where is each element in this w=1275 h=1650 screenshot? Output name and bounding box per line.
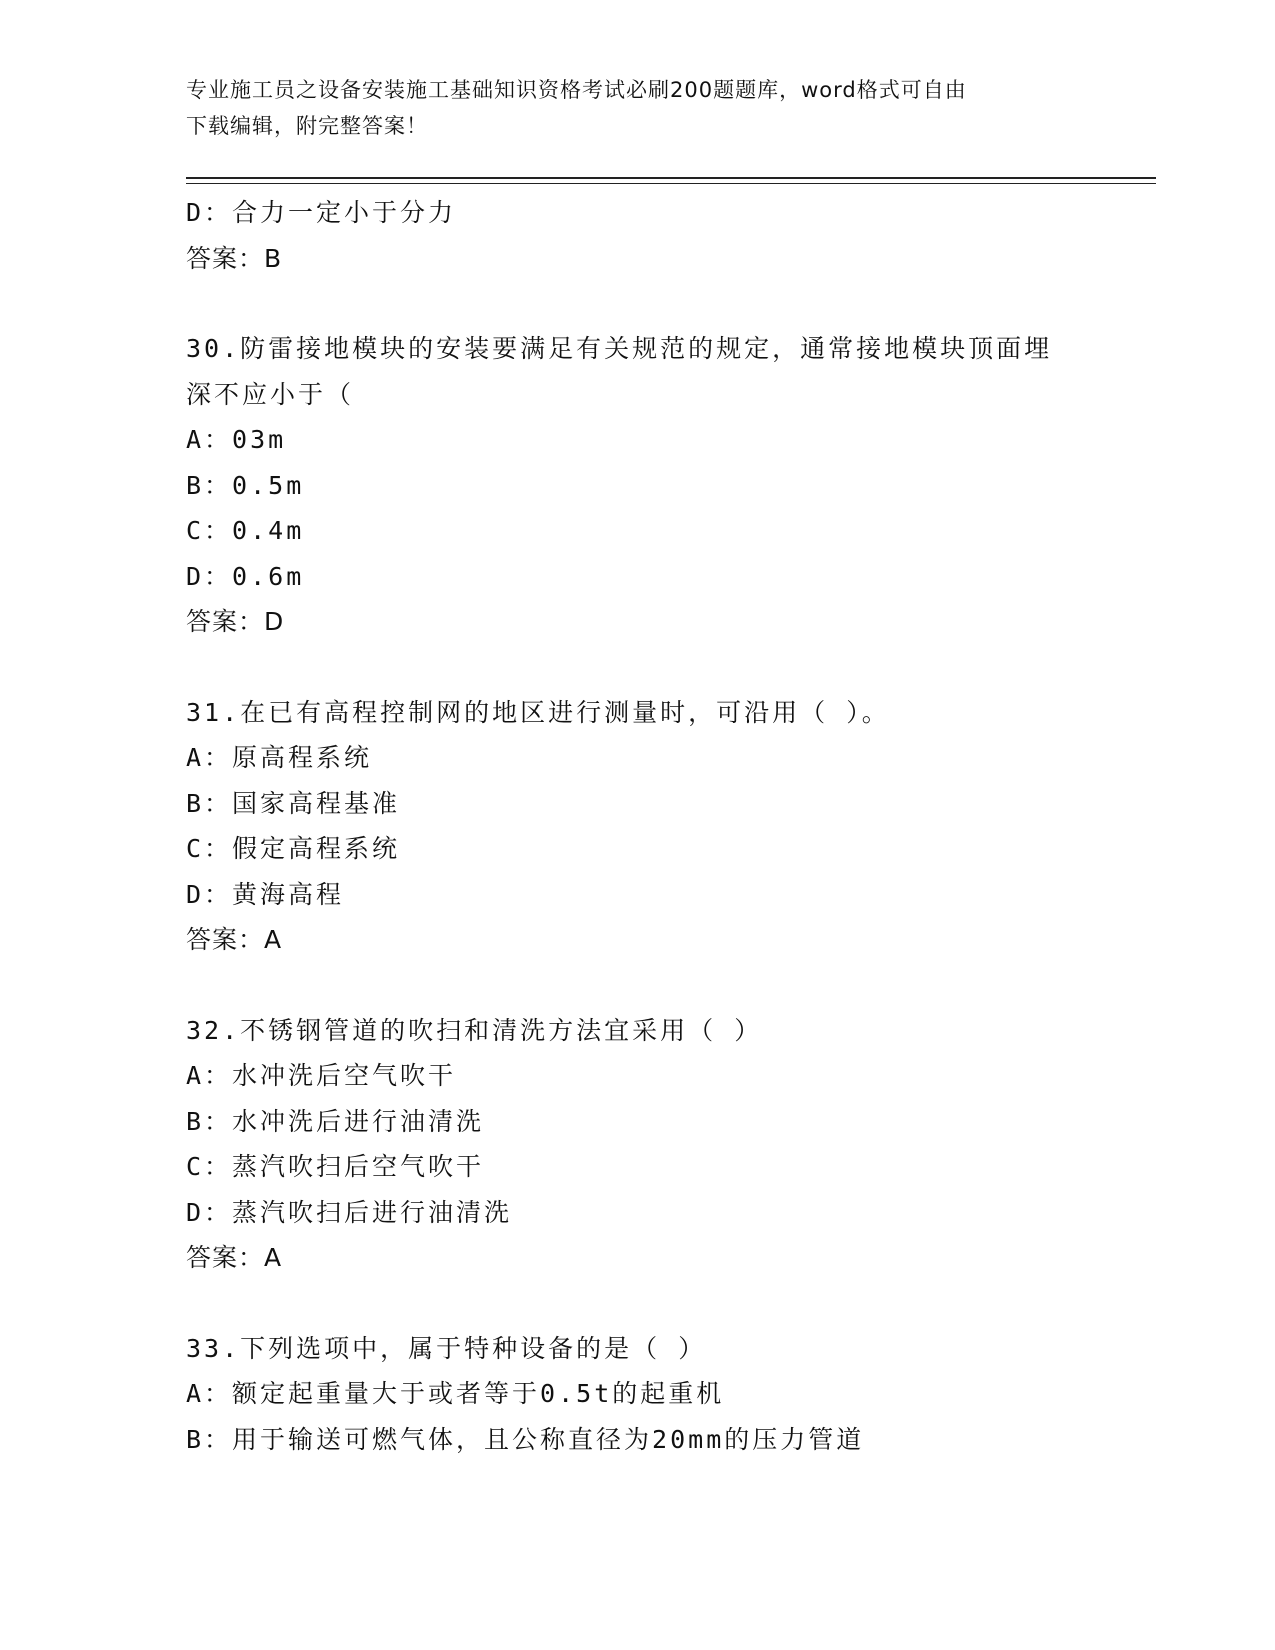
previous-question-tail <box>186 190 1086 281</box>
option-c: C：0.4m <box>186 516 305 545</box>
answer-line: 答案：D <box>186 607 285 636</box>
question-list <box>186 190 1086 1462</box>
header-divider-thin <box>186 183 1156 184</box>
option-b: B：用于输送可燃气体，且公称直径为20mm的压力管道 <box>186 1424 865 1454</box>
question-32 <box>186 1008 1086 1281</box>
question-stem: 33.下列选项中，属于特种设备的是（ ） <box>186 1333 707 1363</box>
question-stem: 31.在已有高程控制网的地区进行测量时，可沿用（ ）。 <box>186 697 890 727</box>
question-stem-continued: 深不应小于（ <box>186 379 355 409</box>
header-line-2: 下载编辑，附完整答案！ <box>186 114 428 138</box>
option-c: C：蒸汽吹扫后空气吹干 <box>186 1152 485 1181</box>
answer-line: 答案：A <box>186 925 283 954</box>
header-divider-thick <box>186 177 1156 179</box>
option-b: B：0.5m <box>186 470 305 500</box>
question-stem: 32.不锈钢管道的吹扫和清洗方法宜采用（ ） <box>186 1015 763 1045</box>
answer-line: 答案：B <box>186 243 283 273</box>
question-33 <box>186 1326 1086 1463</box>
option-d: D：0.6m <box>186 561 305 591</box>
header-line-1: 专业施工员之设备安装施工基础知识资格考试必刷200题题库，word格式可自由 <box>186 78 967 102</box>
option-b: B：水冲洗后进行油清洗 <box>186 1106 485 1136</box>
question-30 <box>186 326 1086 645</box>
question-31 <box>186 690 1086 963</box>
option-d: D：蒸汽吹扫后进行油清洗 <box>186 1197 513 1227</box>
option-a: A：水冲洗后空气吹干 <box>186 1061 457 1090</box>
answer-line: 答案：A <box>186 1243 283 1272</box>
option-a: A：额定起重量大于或者等于0.5t的起重机 <box>186 1379 725 1408</box>
option-d: D：黄海高程 <box>186 879 345 909</box>
document-header <box>186 72 1066 144</box>
option-d: D：合力一定小于分力 <box>186 198 457 227</box>
option-c: C：假定高程系统 <box>186 834 401 863</box>
option-a: A：03m <box>186 425 287 454</box>
option-b: B：国家高程基准 <box>186 788 401 818</box>
option-a: A：原高程系统 <box>186 743 373 772</box>
question-stem: 30.防雷接地模块的安装要满足有关规范的规定，通常接地模块顶面埋 <box>186 334 1053 363</box>
